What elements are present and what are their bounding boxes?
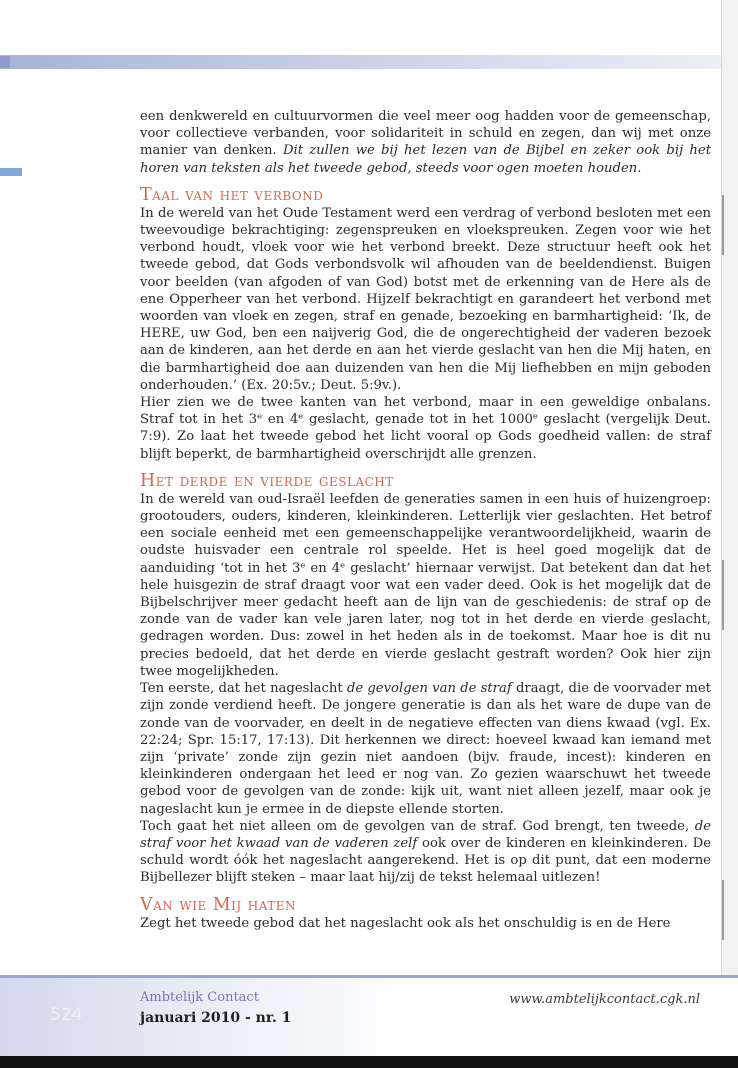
paragraph-generaties: In de wereld van oud-Israël leefden de generaties samen in een huis of huizengroep: grootouders, ouders, kinderen, kleinkinderen. Letterlijk vier geslachten. Het betrof een sociale eenheid met een gemeenschappelijke verantwoordelijkheid, waarin de oudste huisvader een centrale rol speelde. Het is heel goed mogelijk dat de aanduiding ‘tot in het 3ᵉ en 4ᵉ geslacht’ hiernaar verwijst. Dat betekent dan dat het hele huisgezin de straf draagt voor wat een vader deed. Ook is het mogelijk dat de Bijbelschrijver meer gedacht heeft aan de lijn van de geschiedenis: de straf op de zonde van de vader kan vele jaren later, nog tot in het derde en vierde geslacht, gedragen worden. Dus: zowel in het heden als in de toekomst. Maar hoe is dit nu precies bedoeld, dat het derde en vierde geslacht gestraft worden? Ook hier zijn twee mogelijkheden. xyxy=(140,491,711,679)
paragraph-intro: een denkwereld en cultuurvormen die veel meer oog hadden voor de gemeenschap, voor collectieve verbanden, voor solidariteit in schuld en zegen, dan wij met onze manier van denken. Dit zullen we bij het lezen van de Bijbel en zeker ook bij het horen van teksten als het tweede gebod, steeds voor ogen moeten houden. xyxy=(140,109,711,176)
paragraph-ten-eerste: Ten eerste, dat het nageslacht de gevolgen van de straf draagt, die de voorvader met zijn zonde verdiend heeft. De jongere generatie is dan als het ware de dupe van de zonde van de voorvader, en deelt in de negatieve effecten van diens kwaad (vgl. Ex. 22:24; Spr. 15:17, 17:13). Dit herkennen we direct: hoeveel kwaad kan iemand met zijn ‘private’ zonde zijn gezin niet aandoen (bijv. fraude, incest): kinderen en kleinkinderen ondergaan het leed er nog van. Zo gezien waarschuwt het tweede gebod voor de gevolgen van de zonde: kijk uit, want niet alleen jezelf, maar ook je nageslacht kun je ermee in de diepste ellende storten. xyxy=(140,681,711,817)
heading-taal-van-het-verbond: Taal van het verbond xyxy=(140,184,324,205)
footer-publication: Ambtelijk Contact xyxy=(140,990,259,1005)
margin-tick-marker xyxy=(0,168,22,176)
footer-band xyxy=(0,978,738,1056)
edge-mark xyxy=(722,880,724,940)
edge-mark xyxy=(722,195,724,255)
paragraph-tweede-gebod: Zegt het tweede gebod dat het nageslacht ook als het onschuldig is en de Here xyxy=(140,915,671,931)
footer-url[interactable]: www.ambtelijkcontact.cgk.nl xyxy=(509,992,700,1007)
footer-issue: januari 2010 - nr. 1 xyxy=(140,1010,292,1026)
scan-bottom-border xyxy=(0,1056,738,1068)
paragraph-verbond: In de wereld van het Oude Testament werd een verdrag of verbond besloten met een tweevoudige bekrachtiging: zegenspreuken en vloekspreuken. Zegen voor wie het verbond houdt, vloek voor wie het verbond breekt. Deze structuur heeft ook het tweede gebod, dat Gods verbondsvolk wil afhouden van de beeldendienst. Buigen voor beelden (van afgoden of van God) botst met de erkenning van de Here als de ene Opperheer van het verbond. Hijzelf bekrachtigt en garandeert het verbond met woorden van vloek en zegen, straf en genade, bezoeking en barmhartigheid: ‘Ik, de HERE, uw God, ben een naijverig God, die de ongerechtigheid der vaderen bezoek aan de kinderen, aan het derde en aan het vierde geslacht van hen die Mij haten, en die barmhartigheid doe aan duizenden van hen die Mij liefhebben en mijn geboden onderhouden.’ (Ex. 20:5v.; Deut. 5:9v.). xyxy=(140,205,711,393)
header-tab-marker xyxy=(0,56,10,68)
article-body xyxy=(140,108,711,932)
heading-derde-en-vierde-geslacht: Het derde en vierde geslacht xyxy=(140,470,394,491)
header-color-band xyxy=(0,55,730,69)
edge-mark xyxy=(722,560,724,630)
paragraph-onbalans: Hier zien we de twee kanten van het verbond, maar in een geweldige onbalans. Straf tot in het 3ᵉ en 4ᵉ geslacht, genade tot in het 1000ᵉ geslacht (vergelijk Deut. 7:9). Zo laat het tweede gebod het licht vooral op Gods goedheid vallen: de straf blijft beperkt, de barmhartigheid overschrijdt alle grenzen. xyxy=(140,395,711,462)
page-number: 524 xyxy=(50,1005,83,1025)
heading-van-wie-mij-haten: Van wie Mij haten xyxy=(140,894,297,915)
paragraph-ten-tweede: Toch gaat het niet alleen om de gevolgen van de straf. God brengt, ten tweede, de straf voor het kwaad van de vaderen zelf ook over de kinderen en kleinkinderen. De schuld wordt óók het nageslacht aangerekend. Het is op dit punt, dat een moderne Bijbellezer blijft steken – maar laat hij/zij de tekst helemaal uitlezen! xyxy=(140,818,712,886)
